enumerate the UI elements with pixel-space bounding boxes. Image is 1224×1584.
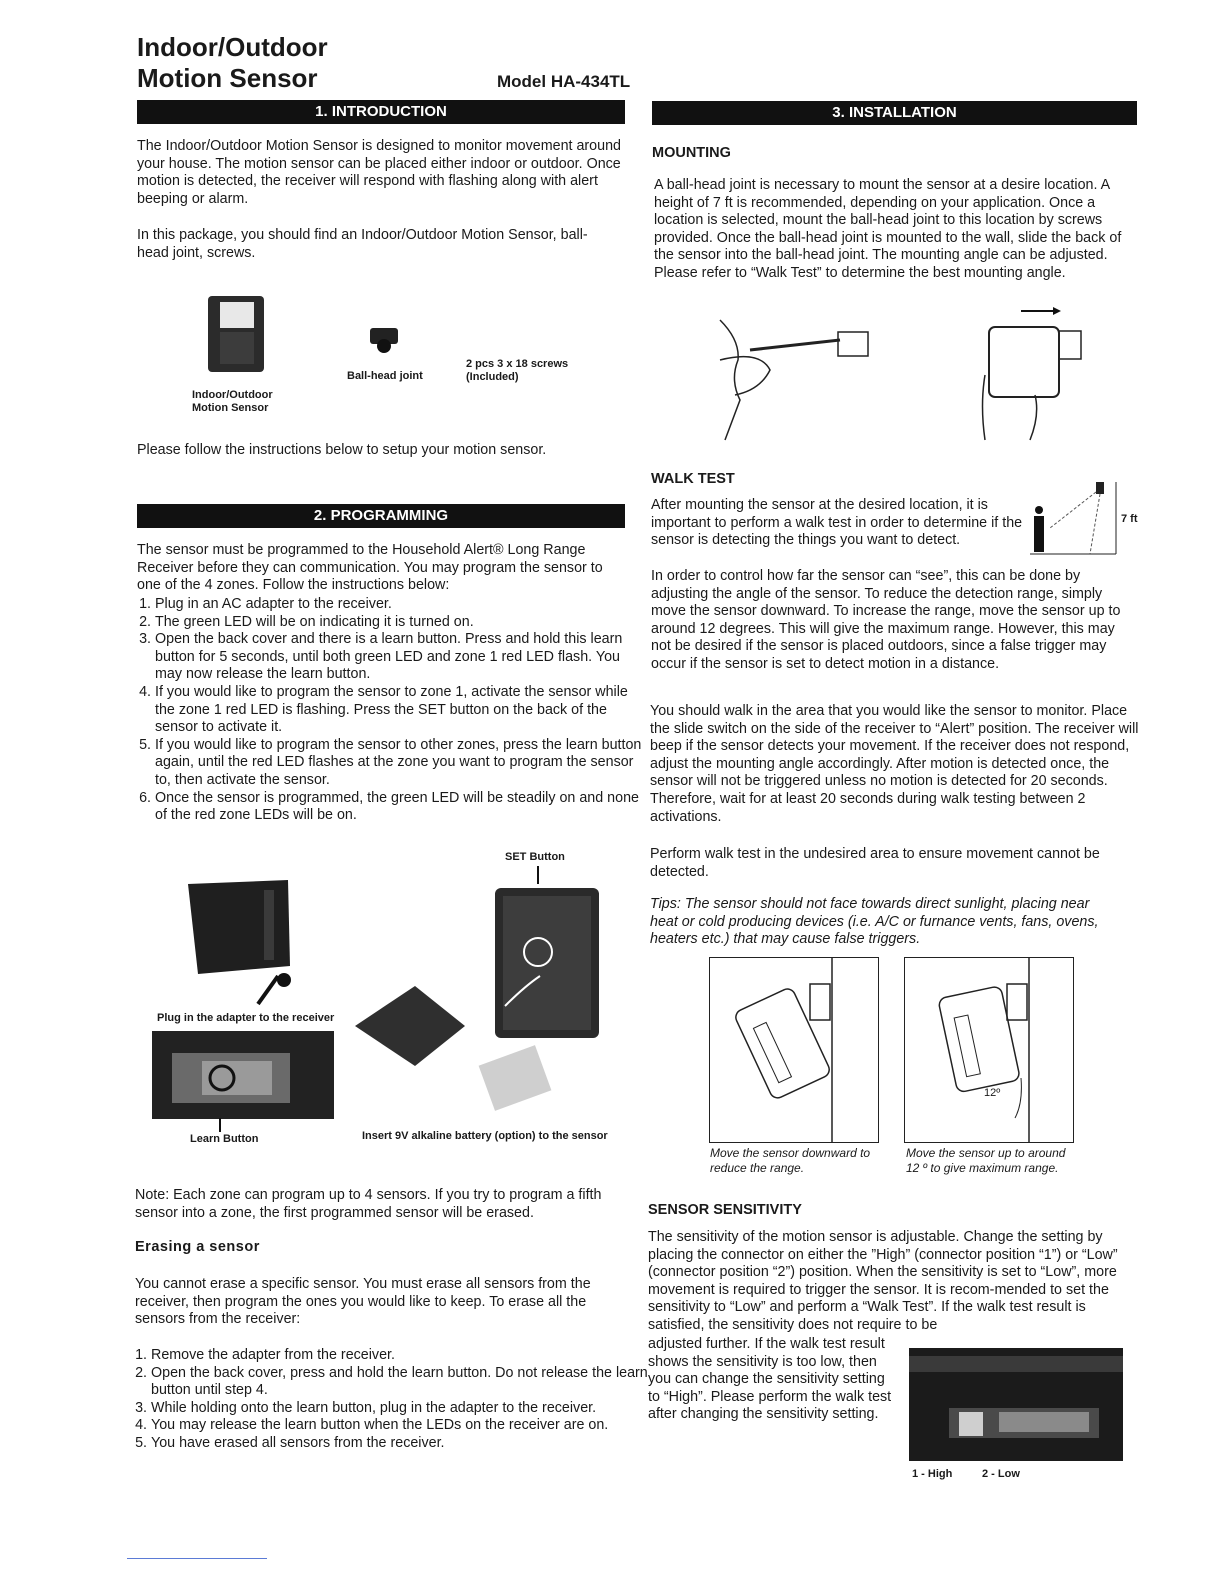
programming-step: 1. Plug in an AC adapter to the receiver. (155, 596, 647, 614)
caption-learn-button: Learn Button (190, 1133, 259, 1145)
set-button-pointer (537, 866, 539, 884)
slide-sensor-drawing (975, 305, 1085, 445)
learn-button-pointer (219, 1118, 221, 1132)
receiver-adapter-photo (178, 876, 308, 1006)
height-label: 7 ft (1121, 513, 1138, 525)
erasing-step: 2. Open the back cover, press and hold the learn button. Do not release the learn button until step 4. (151, 1365, 651, 1400)
note-zone-limit: Note: Each zone can program up to 4 sensors. If you try to program a fifth sensor into a zone, the first programmed sensor will be erased. (135, 1187, 602, 1221)
sensitivity-text-2: adjusted further. If the walk test result shows the sensitivity is too low, then you can change the sensitivity setting to “High”. Please perform the walk test after changing the sensitivity setting. (648, 1336, 892, 1423)
model-number: Model HA-434TL (497, 72, 631, 91)
programming-step: 5. If you would like to program the sensor to other zones, press the learn button again, until the red LED flashes at the zone you want to program the sensor to, then activate the sensor. (155, 737, 647, 790)
walk-test-text-2: In order to control how far the sensor can “see”, this can be done by adjusting the angle of the sensor. To reduce the detection range, simply move the sensor downward. To increase the range, move the sensor up to around 12 degrees. This will give the maximum range. However, this may not be desired if the sensor is placed outdoors, since a false trigger may occur if the sensor is set to detect motion in a distance. (651, 568, 1121, 672)
programming-heading-bar: 2. PROGRAMMING (137, 504, 625, 528)
motion-sensor-image (206, 294, 266, 374)
tips-text: Tips: The sensor should not face towards direct sunlight, placing near heat or cold producing devices (i.e. A/C or furnance vents, fans, ovens, heaters etc.) that may cause false triggers. (650, 896, 1099, 948)
caption-insert-battery: Insert 9V alkaline battery (option) to the sensor (362, 1130, 608, 1142)
installation-heading-bar: 3. INSTALLATION (652, 101, 1137, 125)
caption-move-down: Move the sensor downward to reduce the range. (710, 1146, 871, 1175)
caption-screws: 2 pcs 3 x 18 screws (Included) (466, 358, 569, 383)
caption-sensor: Indoor/Outdoor Motion Sensor (192, 389, 273, 414)
programming-intro: The sensor must be programmed to the Household Alert® Long Range Receiver before they can communication. You may program the sensor to one of the 4 zones. Follow the instructions below: (137, 542, 603, 594)
title-line1: Indoor/Outdoor (137, 32, 328, 62)
ball-head-joint-image (368, 326, 402, 354)
mounting-heading: MOUNTING (652, 145, 731, 161)
programming-steps (137, 596, 647, 825)
sensitivity-text-1: The sensitivity of the motion sensor is adjustable. Change the setting by placing the connector on either the ”High” (connector position “1”) or “Low” (connector position “2”) position. When the sensitivity is set to “Low”, more movement is required to trigger the sensor. It is recom-mended to set the sensitivity to “Low” and perform a “Walk Test”. If the walk test result is satisfied, the sensitivity does not require to be (648, 1229, 1118, 1333)
follow-instructions: Please follow the instructions below to setup your motion sensor. (137, 442, 547, 458)
screwdriver-mounting-drawing (700, 310, 880, 445)
walk-test-heading: WALK TEST (651, 471, 735, 487)
label-low: 2 - Low (982, 1468, 1020, 1480)
erasing-step: 1. Remove the adapter from the receiver. (151, 1347, 651, 1365)
sensitivity-heading: SENSOR SENSITIVITY (648, 1202, 802, 1218)
sensor-battery-photo (355, 886, 610, 1126)
erasing-step: 5. You have erased all sensors from the receiver. (151, 1435, 651, 1453)
label-high: 1 - High (912, 1468, 953, 1480)
programming-step: 3. Open the back cover and there is a learn button. Press and hold this learn button for 5 seconds, until both green LED and zone 1 red LED flash. You may now release the learn button. (155, 631, 647, 684)
sensor-down-diagram (709, 957, 879, 1143)
caption-ball-head-joint: Ball-head joint (347, 370, 423, 382)
erasing-heading: Erasing a sensor (135, 1239, 260, 1255)
mounting-text: A ball-head joint is necessary to mount the sensor at a desire location. A height of 7 ft is recommended, depending on your application. Once a location is selected, mount the ball-head joint to this location by screws provided. Once the ball-head joint is mounted to the wall, slide the back of the sensor into the ball-head joint. The mounting angle can be adjusted. Please refer to “Walk Test” to determine the best mounting angle. (654, 177, 1122, 281)
receiver-learn-photo (152, 1031, 334, 1119)
erasing-step: 4. You may release the learn button when the LEDs on the receiver are on. (151, 1417, 651, 1435)
programming-step: 2. The green LED will be on indicating it is turned on. (155, 614, 647, 632)
caption-set-button: SET Button (505, 851, 565, 863)
erasing-intro: You cannot erase a specific sensor. You must erase all sensors from the receiver, then program the ones you would like to keep. To erase all the sensors from the receiver: (135, 1276, 591, 1328)
sensor-up-diagram (904, 957, 1074, 1143)
intro-heading-bar: 1. INTRODUCTION (137, 100, 625, 124)
title-line2: Motion Sensor (137, 63, 318, 93)
intro-paragraph-1: The Indoor/Outdoor Motion Sensor is designed to monitor movement around your house. The motion sensor can be placed either indoor or outdoor. Once motion is detected, the receiver will respond with flashing along with alert beeping or alarm. (137, 138, 621, 207)
walk-height-drawing (1030, 478, 1122, 558)
walk-test-text-1: After mounting the sensor at the desired location, it is important to perform a walk test in order to determine if the sensor is detecting the things you want to detect. (651, 497, 1023, 549)
programming-step: 4. If you would like to program the sensor to zone 1, activate the sensor while the zone 1 red LED is flashing. Press the SET button on the back of the sensor to activate it. (155, 684, 647, 737)
walk-test-text-4: Perform walk test in the undesired area to ensure movement cannot be detected. (650, 846, 1100, 880)
caption-plug-adapter: Plug in the adapter to the receiver (157, 1012, 335, 1024)
footer-rule (127, 1558, 267, 1559)
erasing-step: 3. While holding onto the learn button, plug in the adapter to the receiver. (151, 1400, 651, 1418)
programming-step: 6. Once the sensor is programmed, the green LED will be steadily on and none of the red zone LEDs will be on. (155, 790, 647, 825)
walk-test-text-3: You should walk in the area that you would like the sensor to monitor. Place the slide switch on the side of the receiver to “Alert” position. The receiver will beep if the sensor detects your movement. If the receiver does not respond, adjust the mounting angle accordingly. After motion is detected once, the sensor will not be triggered unless no motion is detected for 20 seconds. Therefore, wait for at least 20 seconds during walk testing between 2 activations. (650, 703, 1139, 825)
sensitivity-connector-photo (909, 1348, 1123, 1461)
erasing-steps (133, 1347, 651, 1453)
intro-paragraph-2: In this package, you should find an Indoor/Outdoor Motion Sensor, ball-head joint, screws. (137, 227, 588, 261)
angle-label: 12º (984, 1087, 1001, 1099)
caption-move-up: Move the sensor up to around 12 º to give maximum range. (906, 1146, 1066, 1175)
